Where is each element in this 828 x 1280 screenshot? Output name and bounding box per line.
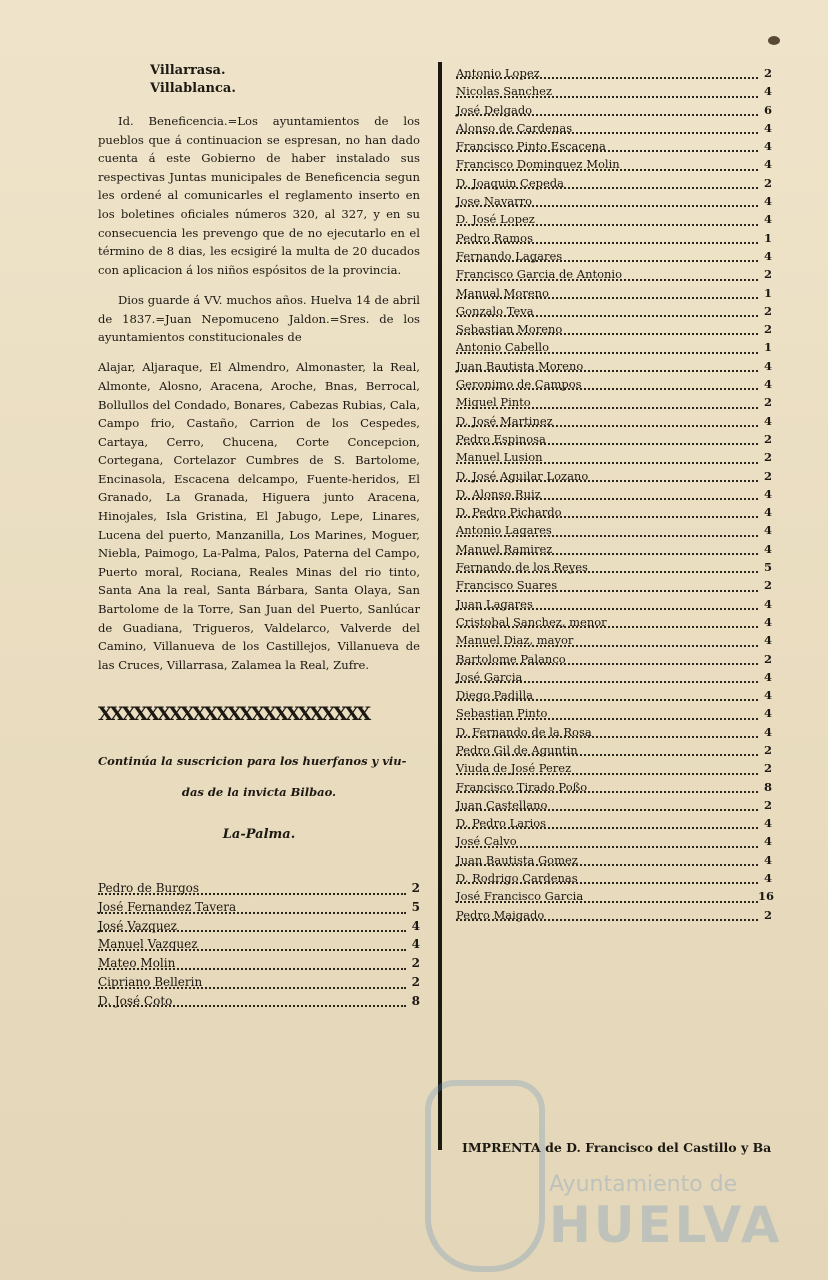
list-item (456, 192, 772, 210)
subscription-amount: 4 (763, 706, 772, 721)
subscription-amount: 4 (763, 852, 772, 867)
subscription-amount: 2 (763, 175, 772, 190)
subscriber-name: Gonzalo Teva (456, 303, 534, 318)
subscription-amount: 1 (763, 340, 772, 355)
list-item (456, 741, 772, 759)
subscriber-name: Francisco Dominguez Molin (456, 157, 620, 172)
subscription-amount: 5 (763, 560, 772, 575)
subscriber-name: Antonio Lagares (456, 523, 552, 538)
subscription-amount: 2 (763, 431, 772, 446)
subscription-amount: 4 (763, 633, 772, 648)
list-item (456, 521, 772, 539)
subscription-amount: 4 (763, 194, 772, 209)
list-item (456, 595, 772, 613)
subscriber-name: Juan Lagares (456, 596, 533, 611)
subscription-amount: 1 (763, 285, 772, 300)
list-item (456, 814, 772, 832)
place-name-villablanca: Villablanca. (150, 81, 236, 96)
list-item (456, 393, 772, 411)
subscriber-name: Francisco Garcia de Antonio (456, 267, 623, 282)
list-item (456, 155, 772, 173)
subscription-amount: 4 (763, 816, 772, 831)
subscription-amount: 4 (763, 139, 772, 154)
subscriber-name: D. Rodrigo Cardenas (456, 871, 578, 886)
subscriber-name: José Francisco Garcia (456, 889, 584, 904)
subscriber-name: Nicolas Sanchez (456, 84, 553, 99)
list-item (456, 686, 772, 704)
subscriber-name: José Garcia (456, 669, 523, 684)
subscription-amount: 1 (763, 230, 772, 245)
printer-footer: IMPRENTA de D. Francisco del Castillo y Ba (462, 1140, 772, 1155)
subscriber-name: Pedro Ramos (456, 230, 533, 245)
list-item (456, 412, 772, 430)
subscriber-name: José Calvo (456, 834, 517, 849)
subscriber-name: Alonso de Cardenas (456, 120, 573, 135)
subscription-amount: 4 (763, 486, 772, 501)
list-item (98, 898, 420, 917)
list-item (98, 992, 420, 1011)
coat-of-arms-icon (425, 1080, 545, 1272)
list-item (456, 430, 772, 448)
list-item (456, 448, 772, 466)
list-item (456, 174, 772, 192)
column-rule (438, 62, 442, 1150)
subscriber-name: José Fernandez Tavera (98, 900, 237, 915)
list-item (456, 704, 772, 722)
subscription-amount: 4 (763, 248, 772, 263)
list-item (456, 119, 772, 137)
subscription-amount: 4 (763, 688, 772, 703)
subscriber-name: Francisco Pinto Escacena (456, 139, 606, 154)
subscription-amount: 4 (763, 523, 772, 538)
subscriber-name: Antonio Lopez (456, 66, 540, 80)
list-item (456, 832, 772, 850)
subscription-amount: 4 (411, 937, 420, 952)
subscription-amount: 2 (763, 468, 772, 483)
subscriber-name: Diego Padilla (456, 688, 533, 703)
subscriber-name: Fernando de los Reyes (456, 560, 588, 575)
subscription-amount: 6 (763, 102, 772, 117)
list-item (456, 101, 772, 119)
list-item (98, 917, 420, 936)
subscriber-name: Jose Navarro (456, 194, 533, 209)
subscriber-name: Cipriano Bellerin (98, 974, 203, 989)
subscription-amount: 8 (411, 993, 420, 1008)
subscriber-name: Francisco Suares (456, 578, 558, 593)
list-item (456, 338, 772, 356)
watermark-text-line1: Ayuntamiento de (549, 1172, 738, 1197)
list-item (456, 723, 772, 741)
subscription-amount: 4 (763, 669, 772, 684)
list-item (456, 503, 772, 521)
subscription-amount: 4 (763, 834, 772, 849)
subscriber-name: Manuel Ramirez (456, 541, 553, 556)
subscription-amount: 4 (763, 413, 772, 428)
subscriber-name: Juan Bautista Gomez (456, 852, 578, 867)
subscription-amount: 2 (763, 742, 772, 757)
subscriber-name: Fernando Lagares (456, 248, 563, 263)
list-item (456, 247, 772, 265)
list-item (456, 467, 772, 485)
subscription-amount: 4 (411, 918, 420, 933)
subscriber-name: Sebastian Moreno (456, 322, 563, 337)
list-item (456, 375, 772, 393)
subscription-amount: 2 (763, 303, 772, 318)
subscriber-name: Bartolome Palanco (456, 651, 566, 666)
subscriber-name: Miguel Pinto (456, 395, 531, 410)
list-item (456, 357, 772, 375)
subscriber-name: D. José Aguilar Lozano (456, 468, 589, 483)
subscription-amount: 2 (411, 881, 420, 896)
subscriber-name: D. Pedro Pichardo (456, 505, 562, 520)
subscription-amount: 8 (763, 779, 772, 794)
subscription-heading-line2: das de la invicta Bilbao. (181, 785, 337, 800)
list-item (456, 485, 772, 503)
list-item (456, 210, 772, 228)
list-item (98, 935, 420, 954)
list-item (456, 906, 772, 924)
subscription-amount: 2 (763, 450, 772, 465)
signature-paragraph: Dios guarde á VV. muchos años. Huelva 14 de abril de 1837.=Juan Nepomuceno Jaldon.=Sres. de los ayuntamientos constitucionales de (98, 292, 420, 345)
subscription-amount: 2 (763, 651, 772, 666)
subscription-amount: 4 (763, 377, 772, 392)
subscriber-name: D. Pedro Larios (456, 816, 547, 831)
subscriber-name: Juan Bautista Moreno (456, 358, 584, 373)
subscription-amount: 4 (763, 212, 772, 227)
list-item (456, 778, 772, 796)
subscriber-name: Mateo Molin (98, 956, 176, 971)
subscriber-name: Francisco Tirado Poßo (456, 779, 588, 794)
list-item (456, 759, 772, 777)
subscriber-name: Cristobal Sanchez, menor (456, 614, 607, 629)
list-item (456, 631, 772, 649)
list-item (456, 540, 772, 558)
subscription-heading-line1: Continúa la suscricion para los huerfanos y viu- (98, 754, 407, 769)
subscription-amount: 2 (411, 974, 420, 989)
subscription-amount: 4 (763, 541, 772, 556)
subscriber-name: D. José Coto (98, 993, 173, 1008)
list-item (456, 613, 772, 631)
subscriber-name: D. José Martinez (456, 413, 553, 428)
subscriber-name: Antonio Cabello (456, 340, 550, 355)
subscription-amount: 5 (411, 900, 420, 915)
place-name-villarrasa: Villarrasa. (150, 63, 226, 78)
subscriber-name: D. José Lopez (456, 212, 535, 227)
right-column (456, 64, 775, 924)
subscription-amount: 2 (763, 761, 772, 776)
beneficencia-notice: Id. Beneficencia.=Los ayuntamientos de los pueblos que á continuacion se espresan, no han dado cuenta á este Gobierno de haber instalado sus respectivas Juntas municipales de Beneficencia segun les ordené al comunicarles el reglamento inserto en los boletines oficiales números 320, al 327, y en su consecuencia les prevengo que de no ejecutarlo en el término de 8 dias, les ecsigiré la multa de 20 ducados con aplicacion á los niños espósitos de la provincia. (98, 114, 420, 277)
subscriber-name: D. Alonso Ruiz (456, 486, 541, 501)
list-item (456, 284, 772, 302)
list-item (456, 229, 772, 247)
subscriber-name: Juan Castellano (456, 797, 548, 812)
subscription-amount: 4 (763, 614, 772, 629)
subscriber-name: Pedro Gil de Aguntin (456, 742, 578, 757)
list-item (98, 954, 420, 973)
watermark (425, 1080, 785, 1270)
subscriber-name: Viuda de José Perez (456, 761, 572, 776)
list-item (456, 82, 772, 100)
left-subscriber-list (98, 879, 420, 1010)
subscription-amount: 2 (763, 322, 772, 337)
list-item (456, 137, 772, 155)
subscription-amount: 4 (763, 596, 772, 611)
subscriber-name: Pedro Espinosa (456, 431, 546, 446)
list-item (456, 576, 772, 594)
ink-speck (768, 36, 780, 45)
list-item (456, 869, 772, 887)
watermark-text-line2: HUELVA (549, 1196, 783, 1254)
subscriber-name: Manuel Diaz, mayor (456, 633, 574, 648)
list-item (456, 796, 772, 814)
subscription-amount: 2 (763, 267, 772, 282)
subscription-amount: 4 (763, 505, 772, 520)
left-column (98, 62, 420, 1010)
subscriber-name: Geronimo de Campos (456, 377, 582, 392)
town-heading: La-Palma. (222, 827, 296, 843)
subscriber-name: Pedro de Burgos (98, 881, 200, 896)
subscription-amount: 2 (763, 578, 772, 593)
list-item (98, 973, 420, 992)
list-item (456, 302, 772, 320)
subscriber-name: Manual Moreno (456, 285, 549, 300)
subscription-amount: 4 (763, 157, 772, 172)
subscriber-name: Manuel Lusion (456, 450, 543, 465)
subscriber-name: José Delgado (456, 102, 533, 117)
town-list-paragraph: Alajar, Aljaraque, El Almendro, Almonaster, la Real, Almonte, Alosno, Aracena, Aroche, Bnas, Berrocal, Bollullos del Condado, Bonares, Cabezas Rubias, Cala, Campo frio, Castaño, Carrion de los Cespedes, Cartaya, Cerro, Chucena, Corte Concepcion, Cortegana, Cortelazor Cumbres de S. Bartolome, Encinasola, Escacena delcampo, Fuente-heridos, El Granado, La Granada, Higuera junto Aracena, Hinojales, Isla Gristina, El Jabugo, Lepe, Linares, Lucena del puerto, Manzanilla, Los Marines, Moguer, Niebla, Paimogo, La-Palma, Palos, Paterna del Campo, Puerto moral, Rociana, Reales Minas del rio tinto, Santa Ana la real, Santa Bárbara, Santa Olaya, San Bartolome de la Torre, San Juan del Puerto, Sanlúcar de Guadiana, Trigueros, Valdelarco, Valverde del Camino, Villanueva de los Castillejos, Villanueva de las Cruces, Villarrasa, Zalamea la Real, Zufre. (98, 360, 420, 672)
right-subscriber-list (456, 64, 775, 924)
subscription-amount: 16 (758, 889, 775, 904)
ornament-divider: XXXXXXXXXXXXXXXXXXXXXXX (98, 703, 369, 726)
subscription-amount: 4 (763, 724, 772, 739)
subscriber-name: José Vazquez (98, 918, 177, 933)
subscription-amount: 2 (763, 797, 772, 812)
subscription-amount: 2 (763, 395, 772, 410)
list-item (456, 650, 772, 668)
list-item (456, 320, 772, 338)
list-item (456, 668, 772, 686)
list-item (456, 265, 772, 283)
list-item (456, 887, 775, 905)
subscription-amount: 2 (763, 66, 772, 80)
subscriber-name: D. Joaquin Cepeda (456, 175, 565, 190)
list-item (98, 879, 420, 898)
subscription-amount: 2 (763, 907, 772, 922)
subscription-amount: 4 (763, 871, 772, 886)
subscriber-name: D. Fernando de la Rosa (456, 724, 592, 739)
subscriber-name: Manuel Vazquez (98, 937, 198, 952)
subscriber-name: Sebastian Pinto (456, 706, 548, 721)
list-item (456, 64, 772, 82)
subscription-amount: 4 (763, 84, 772, 99)
list-item (456, 558, 772, 576)
subscription-amount: 4 (763, 120, 772, 135)
subscription-amount: 2 (411, 956, 420, 971)
list-item (456, 851, 772, 869)
subscriber-name: Pedro Maigado (456, 907, 545, 922)
subscription-amount: 4 (763, 358, 772, 373)
